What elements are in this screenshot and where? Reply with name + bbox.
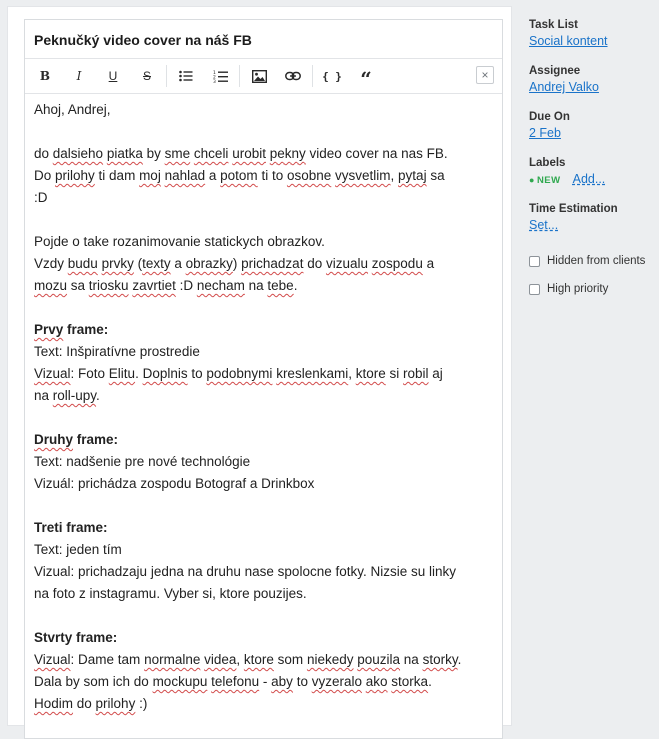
new-label-badge[interactable] [529, 175, 561, 186]
misspelled-word: sme [164, 146, 191, 161]
misspelled-word: moj [139, 168, 161, 183]
task-description[interactable] [25, 94, 502, 715]
text-segment: , [236, 652, 244, 667]
misspelled-word: storka [391, 674, 429, 689]
time-estimation-link[interactable]: Set... [529, 218, 559, 232]
text-segment: . [293, 278, 298, 293]
misspelled-word: texty [142, 256, 171, 271]
text-line [34, 143, 494, 165]
section-heading [34, 429, 494, 451]
misspelled-word: prilohy [55, 168, 95, 183]
insert-link-button[interactable] [278, 62, 308, 90]
text-segment: na [400, 652, 423, 667]
misspelled-word: pytaj [398, 168, 427, 183]
code-braces-icon: { } [322, 69, 342, 83]
misspelled-word: pouzila [357, 652, 401, 667]
misspelled-word: roll-upy [52, 388, 97, 403]
misspelled-word: Doplnis [142, 366, 188, 381]
text-segment: Text: nadšenie pre nové technológie [34, 454, 251, 469]
task-list-label: Task List [529, 19, 578, 31]
text-segment: Do [34, 168, 56, 183]
blank-line [34, 121, 494, 143]
text-segment: sa [426, 168, 445, 183]
misspelled-word: prilohy [95, 696, 136, 711]
blank-line [34, 605, 494, 627]
text-segment: a [422, 256, 435, 271]
task-editor [24, 19, 503, 739]
misspelled-word: triosku [88, 278, 129, 293]
numbered-list-button[interactable] [205, 62, 235, 90]
strikethrough-icon: S [142, 69, 151, 83]
svg-text:3: 3 [212, 79, 216, 83]
task-title[interactable]: Peknučký video cover na náš FB [25, 20, 502, 59]
misspelled-word: Druhy [34, 432, 74, 447]
text-segment: :D [175, 278, 197, 293]
hidden-from-clients-checkbox[interactable] [529, 252, 657, 270]
text-segment: :) [135, 696, 148, 711]
text-segment: a [170, 256, 186, 271]
text-line [34, 693, 494, 715]
assignee-link[interactable]: Andrej Valko [529, 80, 599, 94]
text-line [34, 671, 494, 693]
text-segment: . [135, 366, 143, 381]
misspelled-word: vyzeralo [311, 674, 362, 689]
underline-icon: U [108, 69, 118, 83]
toolbar-divider [166, 65, 167, 87]
bullet-list-icon [179, 70, 193, 82]
text-segment: na [34, 388, 53, 403]
section-heading [34, 627, 494, 649]
text-segment: na [244, 278, 268, 293]
text-segment: - [259, 674, 272, 689]
misspelled-word: osobne [286, 168, 332, 183]
high-priority-label: High priority [547, 283, 609, 295]
text-segment: Text: jeden tím [34, 542, 122, 557]
text-segment: . [428, 674, 432, 689]
text-segment: Pojde o take rozanimovanie statickych obrazkov. [34, 234, 325, 249]
text-segment: video cover na nas FB. [305, 146, 448, 161]
text-segment: to [292, 674, 312, 689]
text-segment: , [390, 168, 399, 183]
text-segment: som [273, 652, 307, 667]
underline-button[interactable] [98, 62, 128, 90]
misspelled-word: robil [403, 366, 429, 381]
text-segment: Vizuál: prichádza zospodu Botograf a Drinkbox [34, 476, 315, 491]
section-heading [34, 319, 494, 341]
misspelled-word: storky [422, 652, 458, 667]
text-line [34, 473, 494, 495]
image-icon [252, 70, 267, 83]
text-line [34, 275, 494, 297]
italic-icon: I [76, 69, 82, 83]
text-segment: to [187, 366, 207, 381]
link-icon [285, 71, 301, 81]
misspelled-word: kreslenkami [276, 366, 349, 381]
misspelled-word: telefonu [211, 674, 260, 689]
misspelled-word: Vizual [34, 652, 71, 667]
misspelled-word: tebe [267, 278, 294, 293]
text-segment: na foto z instagramu. Vyber si, ktore pouzijes. [34, 586, 307, 601]
task-list-link[interactable]: Social kontent [529, 34, 608, 48]
misspelled-word: Prvy [34, 322, 64, 337]
high-priority-checkbox[interactable] [529, 280, 657, 298]
misspelled-word: prvky [101, 256, 134, 271]
misspelled-word: podobnymi [206, 366, 273, 381]
text-segment: ti to [257, 168, 287, 183]
checkbox-icon [529, 256, 540, 267]
text-segment: sa [67, 278, 89, 293]
text-segment: : Dame tam [70, 652, 145, 667]
misspelled-word: potom [220, 168, 258, 183]
insert-image-button[interactable] [244, 62, 274, 90]
task-list-field [529, 18, 657, 50]
close-editor-button[interactable] [476, 66, 494, 84]
blank-line [34, 407, 494, 429]
svg-text:2: 2 [212, 75, 216, 80]
misspelled-word: ktore [355, 366, 386, 381]
text-line [34, 583, 494, 605]
text-segment: do [34, 146, 53, 161]
section-heading [34, 517, 494, 539]
due-date-link[interactable]: 2 Feb [529, 126, 561, 140]
due-on-field [529, 110, 657, 142]
text-segment: Vzdy [34, 256, 68, 271]
dot-icon: ● [529, 175, 535, 185]
task-sidebar [529, 18, 657, 308]
text-segment: frame: [63, 322, 109, 337]
text-segment: : Foto [70, 366, 109, 381]
text-segment: , [348, 366, 356, 381]
quote-icon: “ [360, 67, 372, 91]
misspelled-word: nahlad [164, 168, 206, 183]
misspelled-word: budu [67, 256, 98, 271]
text-segment: . [457, 652, 462, 667]
text-segment: by [142, 146, 165, 161]
text-line [34, 99, 494, 121]
text-line [34, 187, 494, 209]
text-segment: do [303, 256, 326, 271]
text-line [34, 451, 494, 473]
text-segment: si [385, 366, 404, 381]
text-segment: . [96, 388, 100, 403]
misspelled-word: necham [196, 278, 245, 293]
misspelled-word: Hodim [34, 696, 74, 711]
text-segment: ) [232, 256, 242, 271]
misspelled-word: chceli [193, 146, 229, 161]
misspelled-word: normalne [144, 652, 201, 667]
misspelled-word: urobit [232, 146, 266, 161]
task-panel [7, 6, 512, 726]
bullet-list-button[interactable] [171, 62, 201, 90]
misspelled-word: obrazky [185, 256, 233, 271]
blank-line [34, 297, 494, 319]
misspelled-word: niekedy [306, 652, 354, 667]
text-segment: ( [133, 256, 143, 271]
misspelled-word: vizualu [325, 256, 369, 271]
bold-button[interactable] [30, 62, 60, 90]
text-segment: frame: [73, 432, 119, 447]
strikethrough-button[interactable] [132, 62, 162, 90]
text-line [34, 363, 494, 385]
text-segment: Ahoj, Andrej, [34, 102, 111, 117]
close-icon: × [481, 68, 489, 82]
text-line [34, 231, 494, 253]
add-label-link[interactable]: Add... [572, 172, 606, 186]
hidden-from-clients-label: Hidden from clients [547, 255, 646, 267]
text-line [34, 385, 494, 407]
labels-label: Labels [529, 157, 566, 169]
misspelled-word: ktore [243, 652, 274, 667]
due-on-label: Due On [529, 111, 570, 123]
misspelled-word: prichadzat [241, 256, 304, 271]
editor-toolbar [25, 59, 502, 94]
misspelled-word: videa [204, 652, 237, 667]
misspelled-word: zavrtiet [132, 278, 176, 293]
misspelled-word: pekny [269, 146, 306, 161]
svg-text:1: 1 [212, 70, 216, 76]
text-segment: :D [34, 190, 48, 205]
text-segment: Stvrty frame: [34, 630, 118, 645]
misspelled-word: aby [271, 674, 293, 689]
quote-button[interactable] [351, 62, 381, 90]
text-segment: Treti frame: [34, 520, 108, 535]
text-segment: ti dam [94, 168, 140, 183]
code-button[interactable] [317, 62, 347, 90]
text-line [34, 649, 494, 671]
misspelled-word: ako [365, 674, 388, 689]
new-label-text: NEW [536, 175, 561, 186]
text-segment: Vizual: prichadzaju jedna na druhu nase spolocne fotky. Nizsie su linky [34, 564, 456, 579]
text-line [34, 539, 494, 561]
text-segment: aj [428, 366, 443, 381]
assignee-label: Assignee [529, 65, 581, 77]
text-line [34, 561, 494, 583]
toolbar-divider [239, 65, 240, 87]
numbered-list-icon [213, 70, 228, 83]
misspelled-word: Elitu [108, 366, 136, 381]
text-segment: Dala by som ich do [34, 674, 153, 689]
misspelled-word: mozu [34, 278, 68, 293]
time-estimation-label: Time Estimation [529, 203, 618, 215]
misspelled-word: dalsieho [52, 146, 104, 161]
labels-field [529, 156, 657, 188]
bold-icon: B [39, 69, 51, 83]
misspelled-word: piatka [106, 146, 143, 161]
misspelled-word: mockupu [152, 674, 208, 689]
checkbox-icon [529, 284, 540, 295]
blank-line [34, 209, 494, 231]
italic-button[interactable] [64, 62, 94, 90]
time-estimation-field [529, 202, 657, 234]
text-line [34, 253, 494, 275]
toolbar-divider [312, 65, 313, 87]
misspelled-word: Vizual [34, 366, 71, 381]
text-segment: do [73, 696, 96, 711]
text-segment: a [205, 168, 221, 183]
misspelled-word: vysvetlim [335, 168, 391, 183]
assignee-field [529, 64, 657, 96]
text-line [34, 165, 494, 187]
text-segment: Text: Inšpiratívne prostredie [34, 344, 200, 359]
misspelled-word: zospodu [371, 256, 423, 271]
blank-line [34, 495, 494, 517]
text-line [34, 341, 494, 363]
